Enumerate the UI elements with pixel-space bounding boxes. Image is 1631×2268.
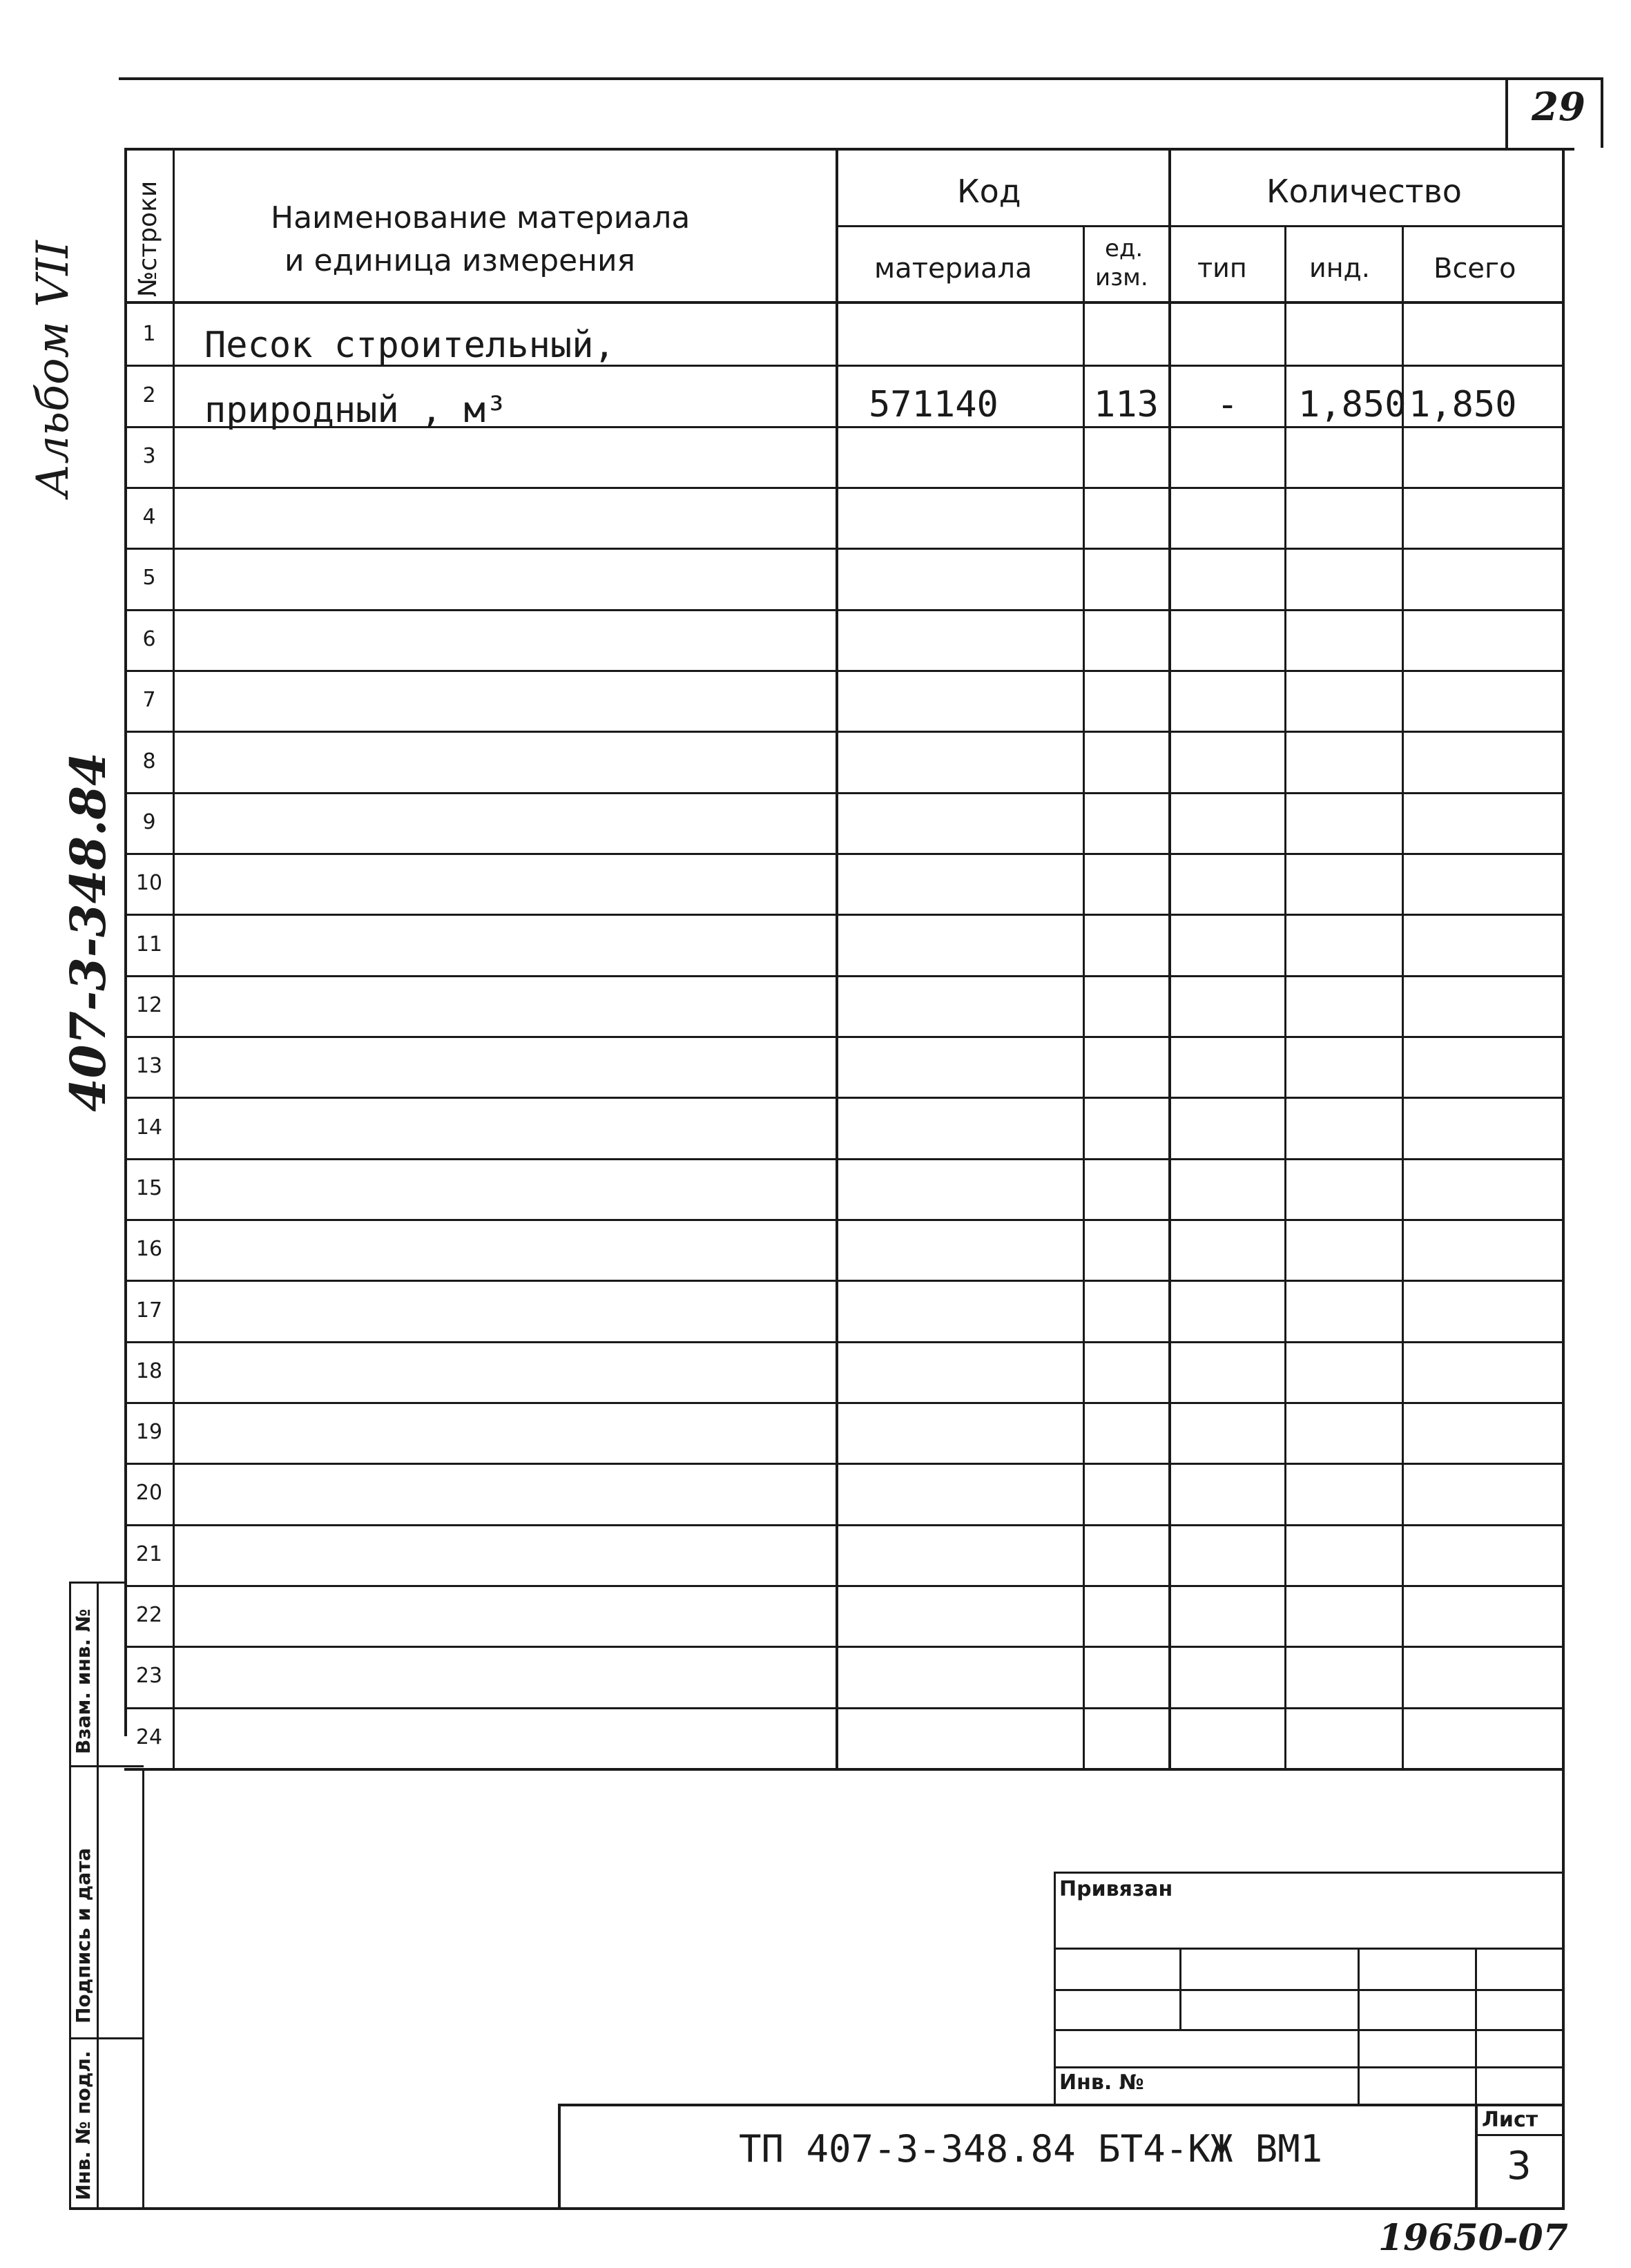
row-number: 24 [135,1725,163,1749]
row-number: 4 [142,505,156,529]
row-number: 18 [135,1359,163,1383]
margin-stamp-right [97,1582,99,2207]
row-line [127,1280,1563,1282]
attached-row3 [1054,2029,1565,2031]
row-line [127,670,1563,672]
header-qty-group: Количество [1266,173,1462,210]
row-line [127,1341,1563,1343]
row-number: 7 [142,688,156,712]
top-rule [119,77,1603,80]
row-line [127,487,1563,489]
footer-number: 19650-07 [1378,2217,1568,2259]
row-line [127,1158,1563,1160]
row2-ind: 1,850 [1298,384,1407,425]
attached-row1 [1054,1948,1565,1950]
row-line [127,914,1563,916]
table-right-border [1562,148,1565,2209]
title-block-top [558,2104,1565,2106]
row-number: 23 [135,1664,163,1688]
row-number: 12 [135,993,163,1017]
header-code-qty-divider [836,225,1565,227]
header-qty-ind: инд. [1309,253,1370,283]
attached-col2 [1358,1948,1360,2106]
row-line [127,853,1563,855]
row-line [127,1585,1563,1587]
row2-typ: - [1217,384,1239,425]
attached-row4 [1054,2066,1565,2068]
row-line [127,731,1563,733]
row-line [127,792,1563,794]
attached-row2 [1054,1989,1565,1991]
row-number: 3 [142,444,156,468]
row-line [127,1219,1563,1221]
row-number: 2 [142,383,156,407]
row-number: 22 [135,1603,163,1627]
row-line [127,1463,1563,1465]
header-code-material: материала [874,253,1032,285]
margin-stamp-bottom [69,2207,1565,2210]
page-number: 29 [1532,84,1585,130]
page-number-box-right [1601,77,1603,148]
margin-label-vzam: Взам. инв. № [72,1608,95,1754]
margin-stamp-left [69,1582,71,2207]
row-number: 21 [135,1542,163,1566]
row-line [127,1646,1563,1648]
row2-code: 571140 [869,384,998,425]
row-number: 10 [135,871,163,895]
row-line [127,1524,1563,1526]
header-row-no: №строки [134,180,162,297]
attached-label: Привязан [1059,1877,1173,1901]
col-line-ind [1402,225,1404,1769]
row-number: 11 [135,932,163,957]
row-line [127,609,1563,611]
row-number: 15 [135,1176,163,1200]
header-qty-typ: тип [1197,253,1247,283]
row-number: 17 [135,1298,163,1323]
row-number: 1 [142,322,156,346]
header-name-line2: и единица измерения [284,243,636,278]
row-number: 14 [135,1115,163,1140]
album-label: Альбом VII [28,240,79,497]
attached-box-top [1054,1872,1565,1874]
row2-total: 1,850 [1409,384,1517,425]
row-number: 6 [142,627,156,651]
row-number: 5 [142,566,156,590]
header-bottom-border [124,301,1565,304]
row-number: 20 [135,1481,163,1505]
row-line [127,1707,1563,1709]
table-top-border [124,148,1574,151]
header-name-line1: Наименование материала [271,200,691,236]
table-left-border [124,148,127,1736]
row-line [127,548,1563,550]
row-number: 13 [135,1054,163,1078]
row-number: 16 [135,1237,163,1261]
title-block-left [558,2104,561,2207]
sheet-number: 3 [1507,2144,1532,2189]
inv-no-label: Инв. № [1059,2070,1144,2095]
col-line-unit [1083,225,1085,1769]
title-block-sheet-divider [1475,2104,1478,2207]
row-line [127,1402,1563,1404]
row-number: 9 [142,810,156,834]
attached-col1 [1179,1948,1181,2030]
row-line [127,1097,1563,1099]
row-line [127,1036,1563,1038]
document-designation: ТП 407-3-348.84 БТ4-КЖ ВМ1 [739,2127,1323,2171]
header-code-unit-2: изм. [1095,264,1148,291]
row-number: 8 [142,749,156,773]
page-number-box-left [1505,77,1508,148]
row1-name: Песок строительный, [204,325,615,366]
margin-stamp-right2 [142,1768,144,2207]
margin-label-podpis: Подпись и дата [72,1847,95,2024]
table-bottom-border [124,1768,1565,1771]
header-code-group: Код [957,173,1021,210]
attached-col3 [1475,1948,1477,2106]
row-line [127,975,1563,977]
row2-name: природный , м³ [204,390,508,431]
margin-label-inv: Инв. № подл. [72,2050,95,2200]
row2-unit: 113 [1094,384,1159,425]
col-line-typ [1284,225,1286,1769]
row-number: 19 [135,1420,163,1444]
margin-stamp-div2 [69,2037,144,2039]
title-block-sheet-label-line [1475,2134,1565,2136]
project-number-label: 407-3-348.84 [59,752,117,1112]
margin-stamp-div1 [69,1765,144,1767]
header-code-unit-1: ед. [1105,235,1143,262]
sheet-label: Лист [1482,2108,1538,2132]
header-qty-total: Всего [1434,253,1516,285]
